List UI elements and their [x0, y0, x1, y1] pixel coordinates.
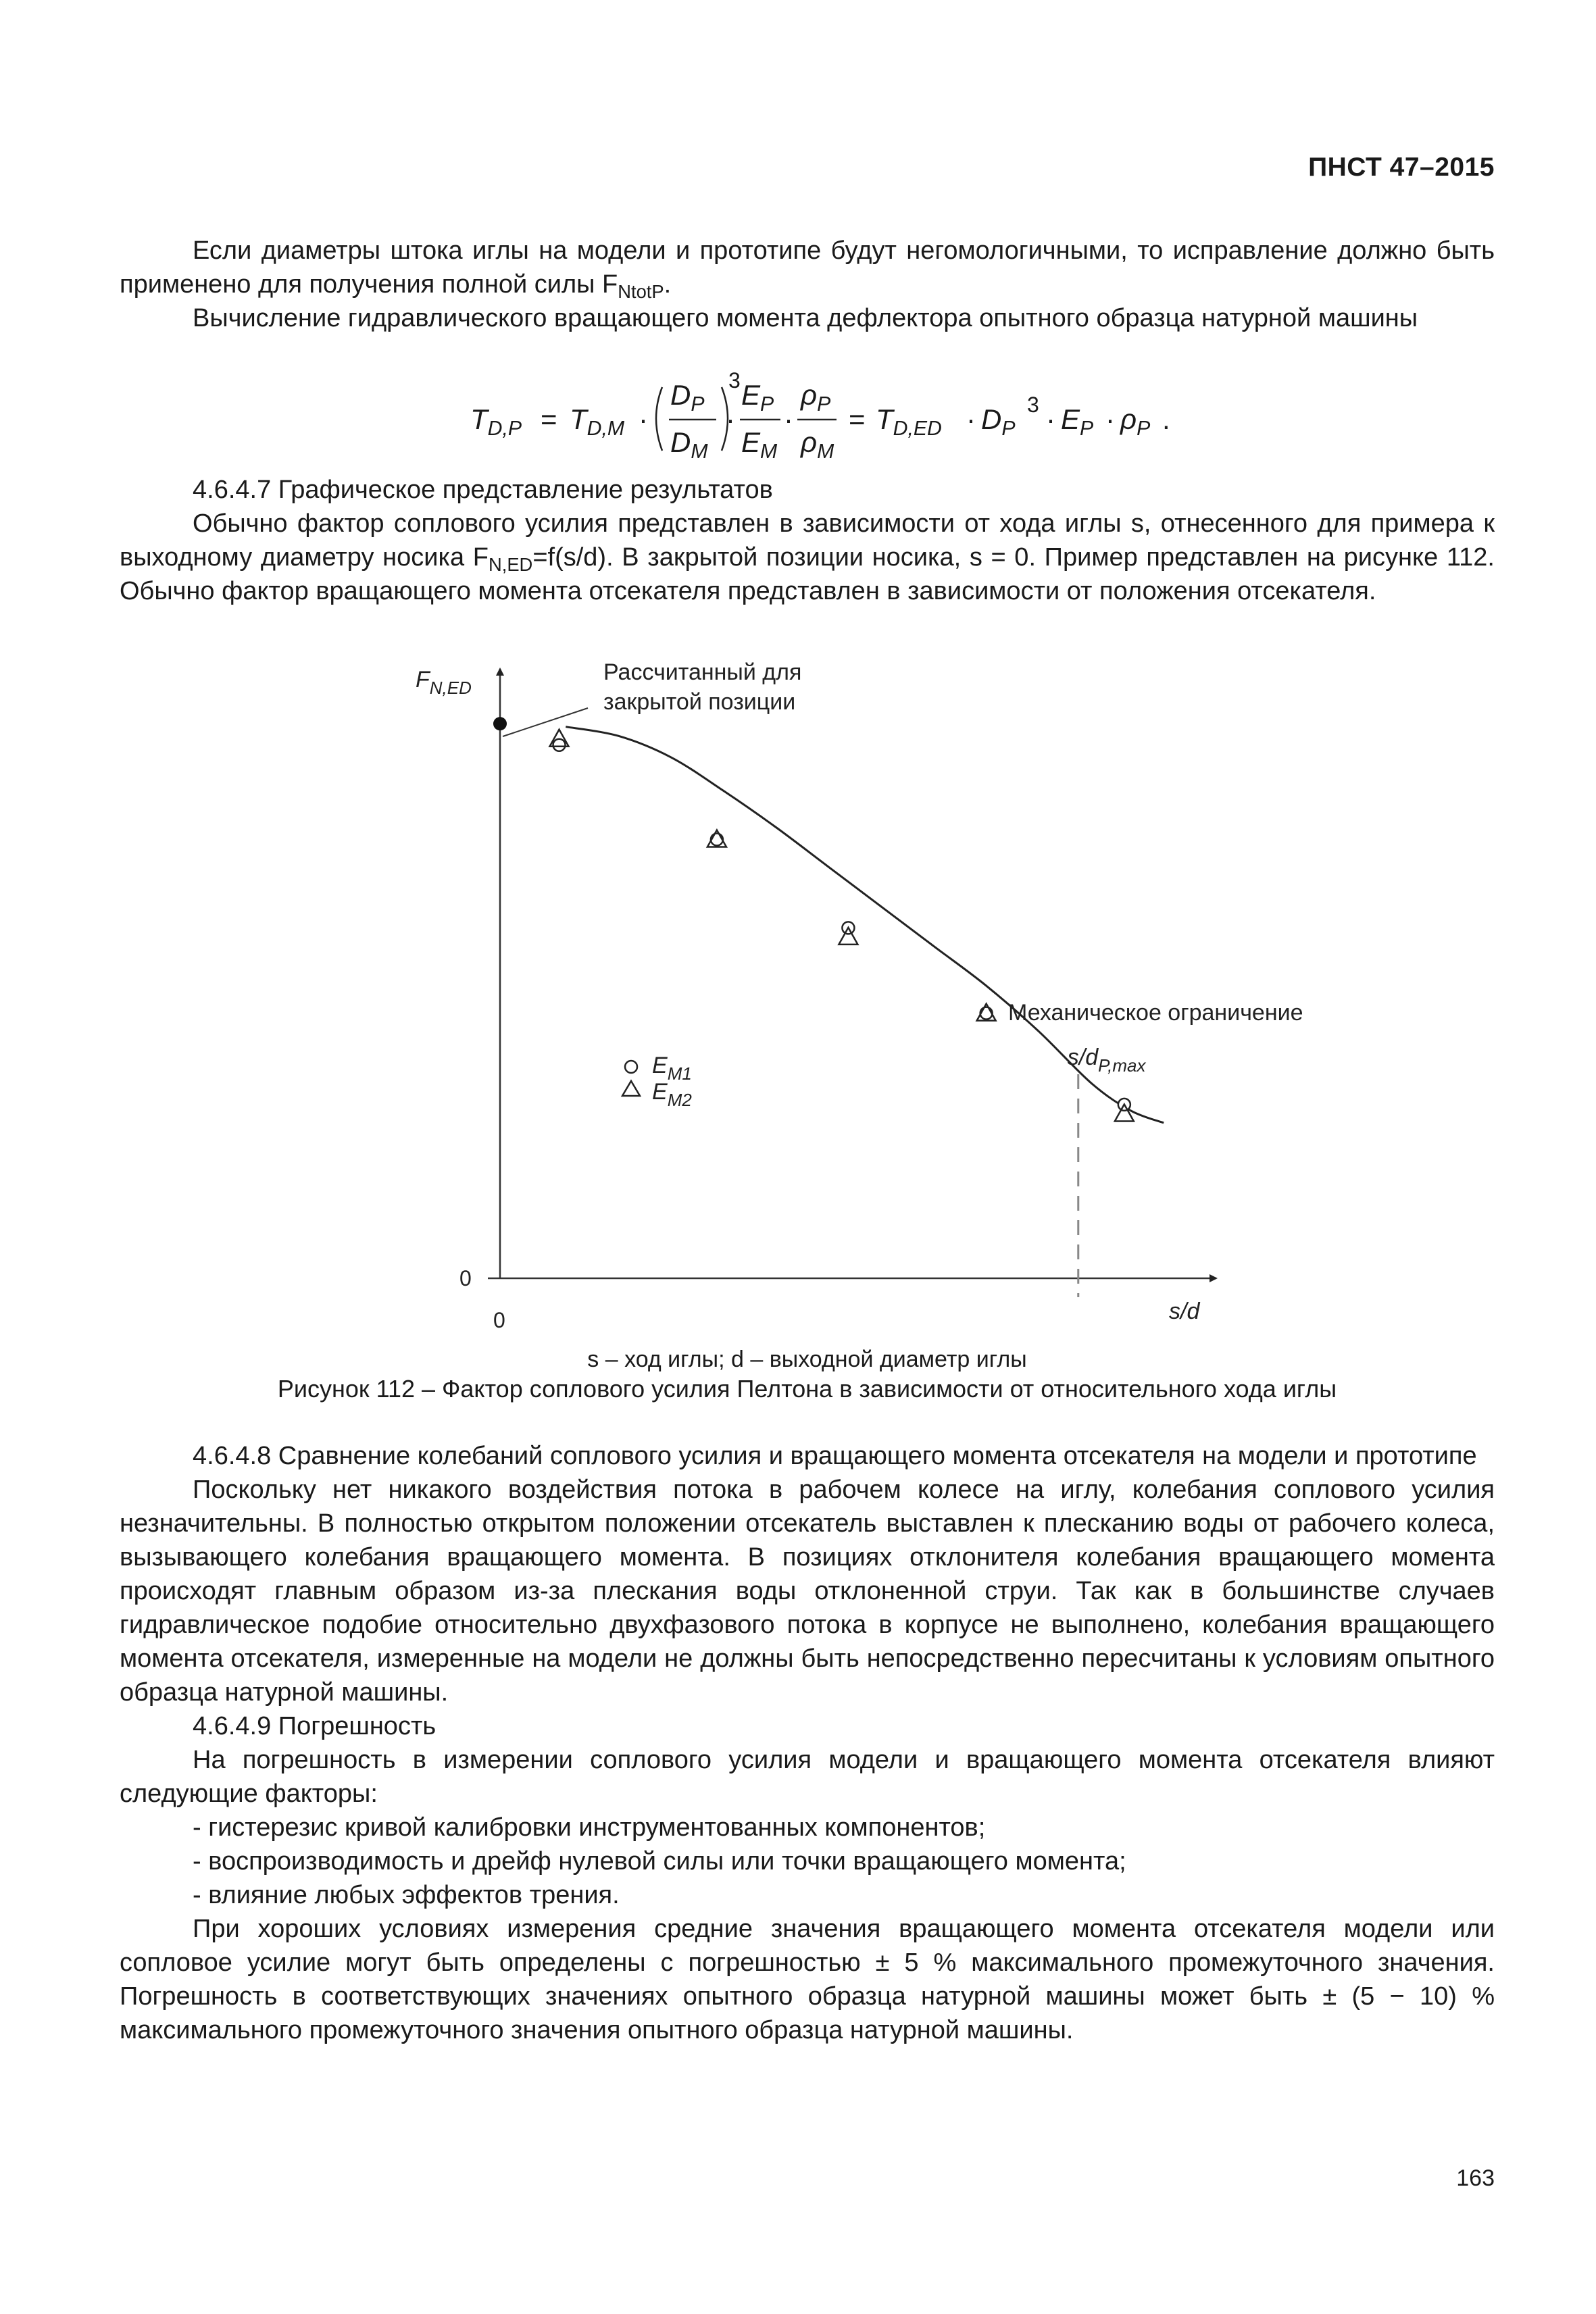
- formula-dot-1: ·: [639, 403, 648, 435]
- formula-equals-1: =: [541, 403, 557, 435]
- list-item-hysteresis: - гистерезис кривой калибровки инструментованных компонентов;: [193, 1813, 986, 1842]
- marker-circle-2: [842, 922, 854, 934]
- legend: [622, 1053, 692, 1110]
- formula-term-rhop: $\rho_P$: [1120, 403, 1151, 441]
- formula-dot-3: ·: [784, 403, 793, 435]
- figure-caption-note: s – ход иглы; d – выходной диаметр иглы: [587, 1347, 1027, 1372]
- limit-label: $s/d_{P,max}$: [1067, 1045, 1146, 1076]
- document-code: ПНСТ 47–2015: [1308, 153, 1495, 182]
- x-origin-label: 0: [493, 1308, 505, 1332]
- text-block-graphics: [120, 473, 1495, 608]
- annotation-leader: [503, 708, 588, 736]
- marker-triangle-1: [707, 830, 726, 847]
- formula-exponent-2: 3: [1027, 393, 1039, 417]
- marker-circle-4: [1118, 1099, 1130, 1111]
- fitted-curve: [566, 727, 1164, 1123]
- section-heading-4-6-4-8: 4.6.4.8 Сравнение колебаний соплового усилия и вращающего момента отсекателя на модели и прототипе: [193, 1442, 1477, 1470]
- paragraph-correction: Если диаметры штока иглы на модели и прототипе будут негомологичными, то исправление должно быть применено для получения полной силы $F_{NtotP}$.: [120, 236, 1495, 303]
- y-origin-label: 0: [459, 1266, 472, 1290]
- text-block-comparison: [120, 1439, 1495, 2047]
- torque-formula: [439, 368, 1182, 470]
- paragraph-accuracy: При хороших условиях измерения средние значения вращающего момента отсекателя модели или сопловое усилие могут быть определены с погрешностью ± 5 % максимального промежуточного значения. Погрешность в соответствующих значениях опытного образца натурной машины может быть ± (5 − 10) % максимального промежуточного значения опытного образца натурной машины.: [120, 1915, 1495, 2044]
- legend-triangle-marker: [622, 1081, 640, 1096]
- list-item-reproducibility: - воспроизводимость и дрейф нулевой силы или точки вращающего момента;: [193, 1847, 1126, 1876]
- formula-num-rhop: $\rho_P$: [801, 379, 831, 416]
- formula-dot-5: ·: [1046, 403, 1055, 435]
- y-axis-label: $F_{N,ED}$: [416, 667, 472, 698]
- formula-num-dp: $D_P$: [670, 379, 705, 416]
- marker-circle-1: [711, 834, 723, 846]
- marker-triangle-3: [977, 1004, 996, 1021]
- plot-layer: [493, 717, 1164, 1123]
- formula-dot-4: ·: [966, 403, 976, 435]
- formula-dot-2: ·: [726, 403, 735, 435]
- formula-term-tdm: $T_{D,M}$: [570, 403, 625, 441]
- x-axis-label: s/d: [1169, 1299, 1200, 1324]
- marker-triangle-0: [550, 730, 569, 747]
- paragraph-oscillations: Поскольку нет никакого воздействия потока в рабочем колесе на иглу, колебания соплового усилия незначительны. В полностью открытом положении отсекатель выставлен к плесканию воды от рабочего колеса, вызывающего колебания вращающего момента. В позициях отклонителя колебания вращающего момента происходят главным образом из-за плескания воды отклоненной струи. Так как в большинстве случаев гидравлическое подобие относительно двухфазового потока в корпусе не выполнено, колебания вращающего момента отсекателя, измеренные на модели не должны быть непосредственно пересчитаны к условиям опытного образца натурной машины.: [120, 1476, 1495, 1707]
- formula-dot-6: ·: [1105, 403, 1115, 435]
- paragraph-graphics: Обычно фактор соплового усилия представлен в зависимости от хода иглы s, отнесенного для примера к выходному диаметру носика $F_{N,ED}=f(s/d)$. В закрытой позиции носика, s = 0. Пример представлен на рисунке 112. Обычно фактор вращающего момента отсекателя представлен в зависимости от положения отсекателя.: [120, 509, 1495, 605]
- annotation-closed-line2: закрытой позиции: [603, 689, 796, 715]
- formula-term-tdp: $T_{D,P}$: [470, 403, 522, 441]
- legend-label-em1: $E_{M1}$: [652, 1053, 692, 1084]
- paragraph-uncertainty-factors: На погрешность в измерении соплового усилия модели и вращающего момента отсекателя влияют следующие факторы:: [120, 1746, 1495, 1808]
- marker-circle-0: [553, 739, 566, 751]
- formula-den-rhom: $\rho_M$: [801, 426, 834, 463]
- formula-term-ep: $E_P$: [1061, 403, 1094, 441]
- marker-triangle-4: [1115, 1104, 1134, 1121]
- formula-equals-2: =: [849, 403, 866, 435]
- formula-den-dm: $D_M$: [670, 426, 708, 463]
- section-heading-4-6-4-7: 4.6.4.7 Графическое представление результатов: [193, 476, 773, 504]
- annotation-closed-line1: Рассчитанный для: [603, 659, 802, 685]
- formula-exponent-1: 3: [728, 368, 741, 393]
- formula-term-tded: $T_{D,ED}$: [876, 403, 942, 441]
- paragraph-torque-calc: Вычисление гидравлического вращающего момента дефлектора опытного образца натурной машины: [193, 304, 1418, 332]
- annotation-mechanical-limit: Механическое ограничение: [1008, 1000, 1303, 1026]
- text-block-intro: [120, 234, 1495, 335]
- formula-den-em: $E_M$: [741, 426, 778, 463]
- page-number: 163: [1456, 2165, 1495, 2191]
- section-heading-4-6-4-9: 4.6.4.9 Погрешность: [193, 1712, 437, 1740]
- legend-label-em2: $E_{M2}$: [652, 1079, 692, 1110]
- formula-num-ep: $E_P$: [741, 379, 774, 416]
- formula-period: .: [1162, 403, 1170, 435]
- marker-circle-3: [980, 1007, 993, 1020]
- marker-triangle-2: [839, 928, 857, 945]
- list-item-friction: - влияние любых эффектов трения.: [193, 1881, 620, 1909]
- formula-term-dp: $D_P$: [981, 403, 1016, 441]
- chart-axes: [488, 669, 1216, 1278]
- figure-caption: Рисунок 112 – Фактор соплового усилия Пелтона в зависимости от относительного хода иглы: [277, 1375, 1337, 1403]
- legend-circle-marker: [625, 1061, 637, 1073]
- closed-position-point: [493, 717, 507, 730]
